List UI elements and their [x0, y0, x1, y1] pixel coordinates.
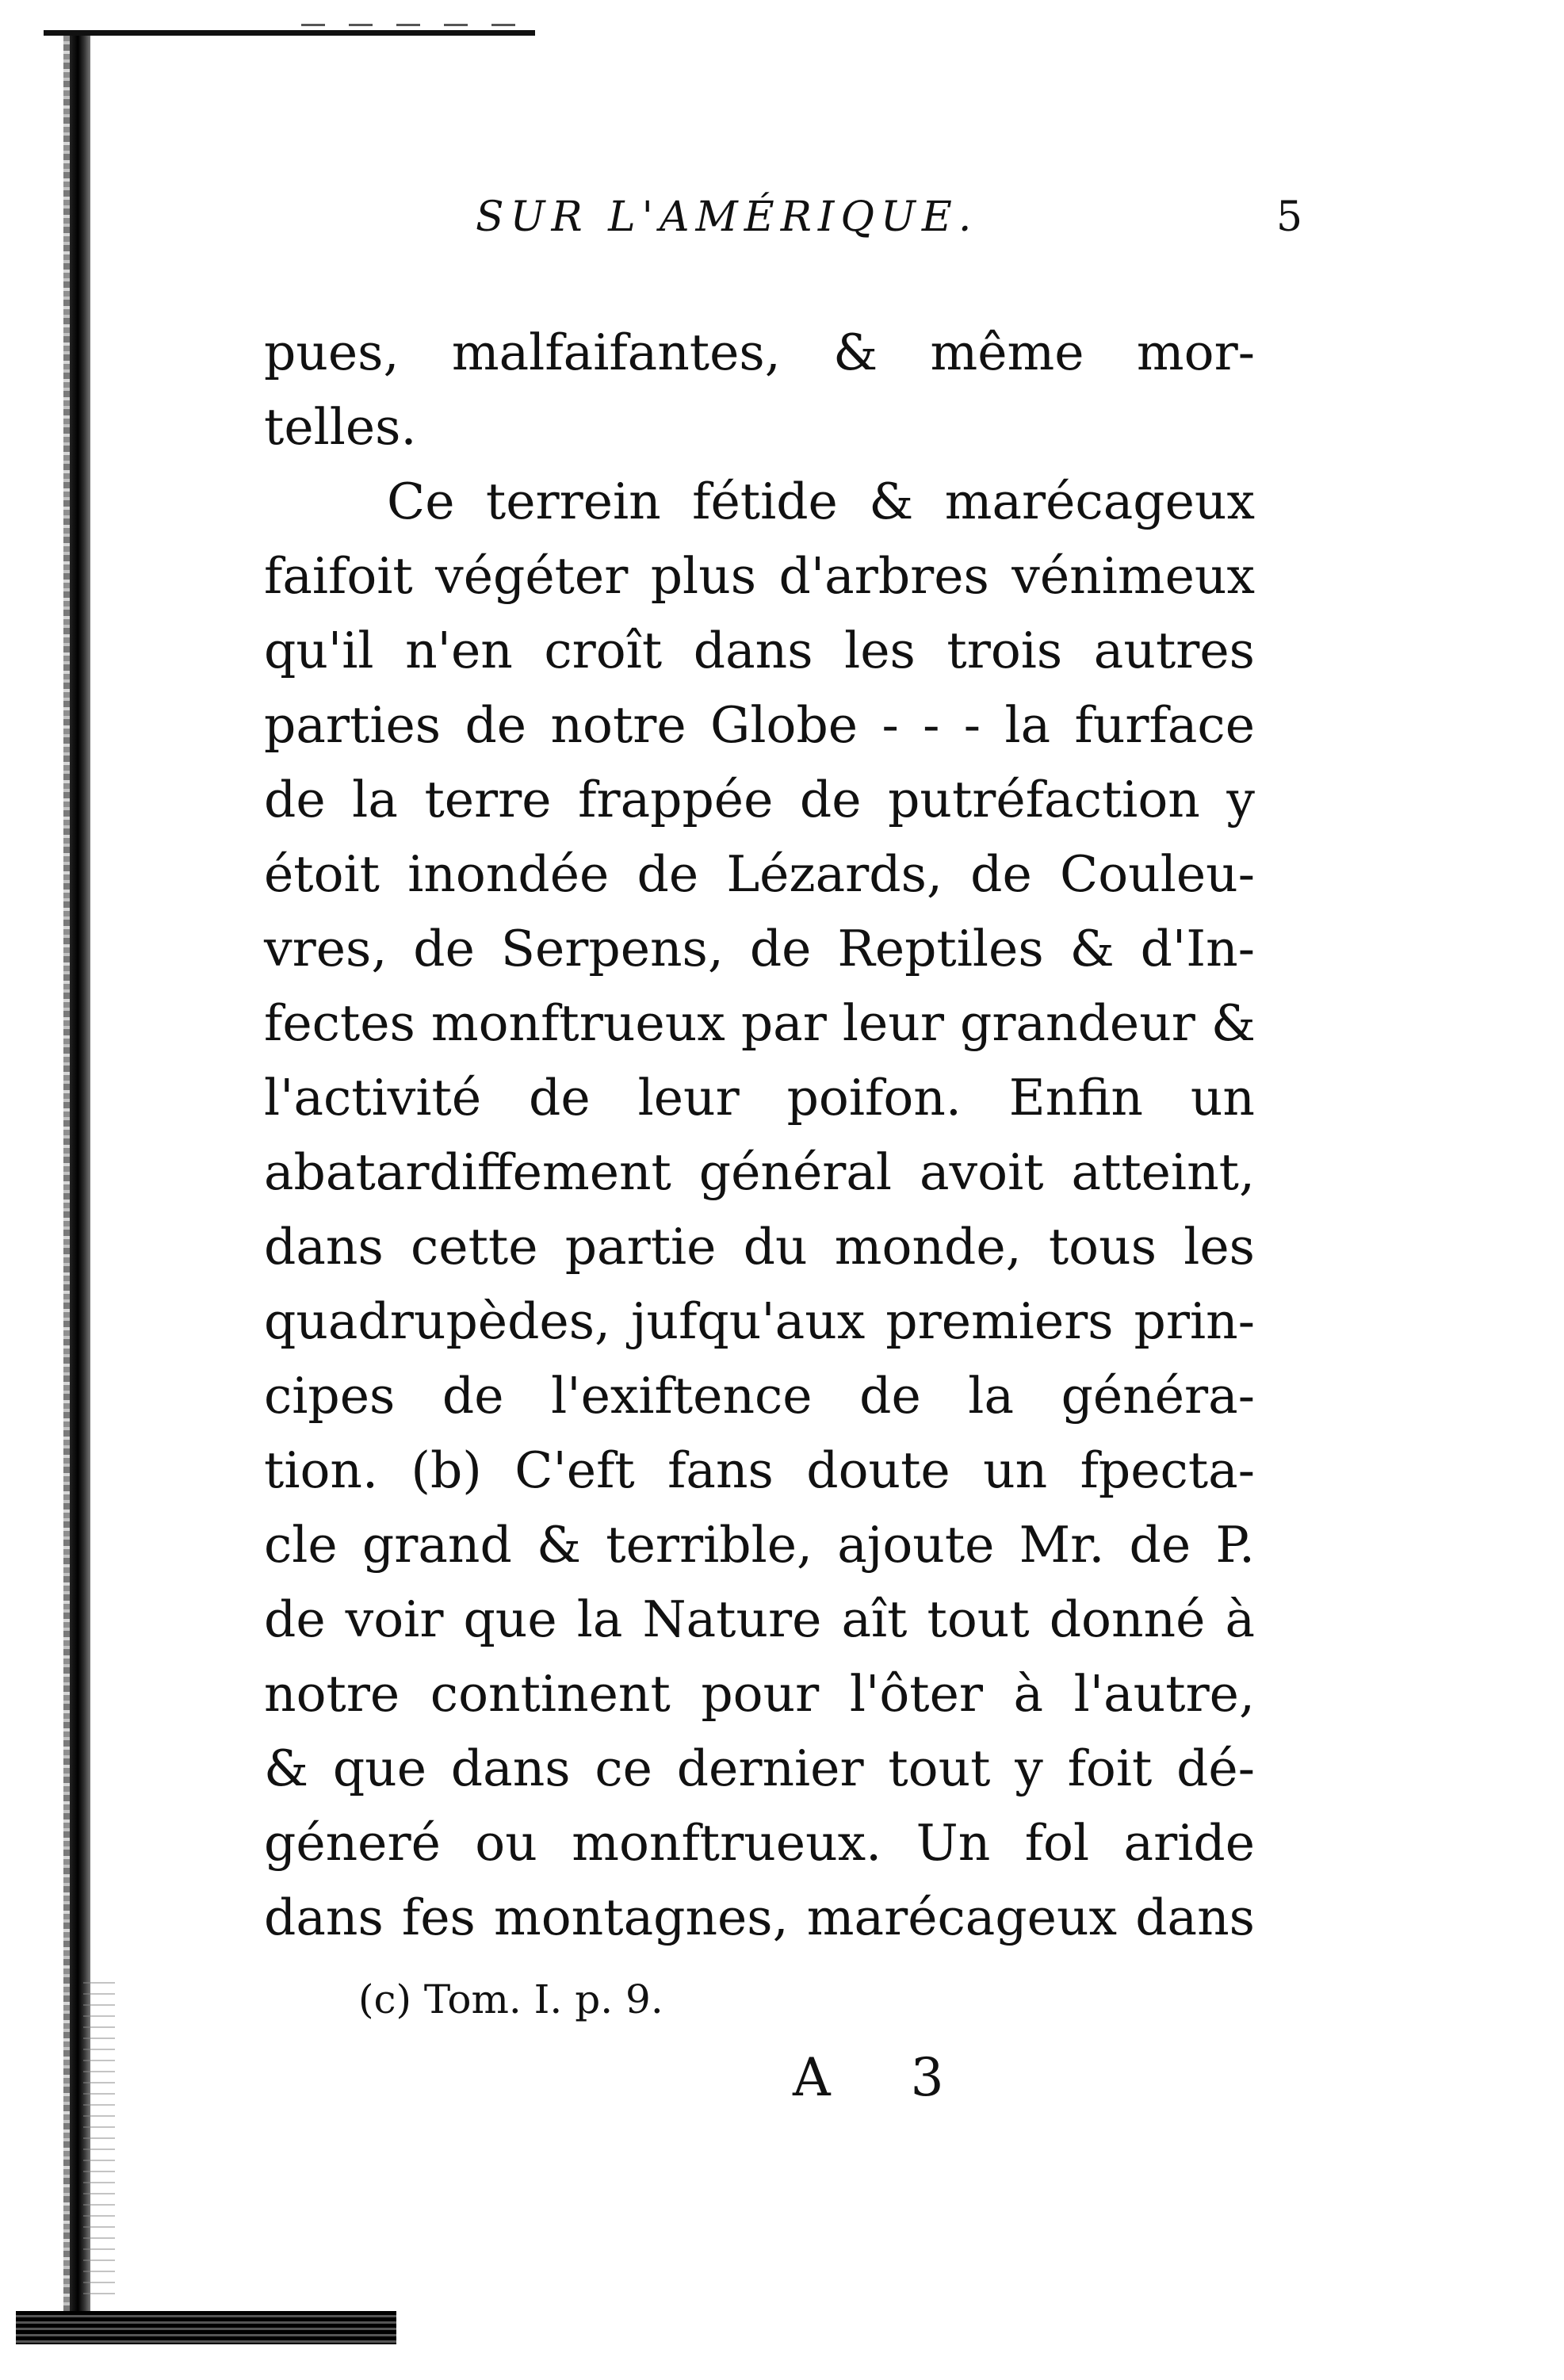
scan-binding-edge: [70, 36, 90, 2319]
text-line: pues, malfaifantes, & même mor-: [264, 323, 1255, 381]
text-line: de voir que la Nature aît tout donné à: [264, 1590, 1255, 1648]
text-line: telles.: [264, 398, 417, 456]
scan-edge-top-faint: [301, 24, 523, 26]
text-line: faifoit végéter plus d'arbres vénimeux: [264, 547, 1255, 605]
body-text: [264, 316, 1255, 1955]
text-line: qu'il n'en croît dans les trois autres: [264, 622, 1255, 679]
text-line: abatardiffement général avoit atteint,: [264, 1143, 1255, 1201]
text-line: parties de notre Globe - - - la furface: [264, 696, 1255, 754]
text-line: quadrupèdes, jufqu'aux premiers prin-: [264, 1292, 1255, 1350]
signature-mark: A 3: [793, 2047, 976, 2108]
text-line: l'activité de leur poifon. Enfin un: [264, 1069, 1255, 1127]
scan-edge-bottom: [16, 2311, 396, 2344]
text-line: de la terre frappée de putréfaction y: [264, 771, 1255, 828]
page-header: [476, 193, 1303, 249]
text-line: cipes de l'exiftence de la généra-: [264, 1367, 1255, 1425]
running-head: SUR L'AMÉRIQUE.: [476, 193, 978, 241]
text-line: géneré ou monftrueux. Un fol aride: [264, 1814, 1255, 1872]
text-line: notre continent pour l'ôter à l'autre,: [264, 1665, 1255, 1723]
text-line: vres, de Serpens, de Reptiles & d'In-: [264, 920, 1255, 978]
text-line: cle grand & terrible, ajoute Mr. de P.: [264, 1516, 1255, 1574]
scan-edge-top: [44, 30, 535, 36]
page-number: 5: [1276, 193, 1303, 241]
footnote: (c) Tom. I. p. 9.: [358, 1976, 663, 2022]
text-line: Ce terrein fétide & marécageux: [387, 473, 1255, 530]
text-line: étoit inondée de Lézards, de Couleu-: [264, 845, 1255, 903]
text-line: dans fes montagnes, marécageux dans: [264, 1888, 1255, 1946]
scan-speckle: [83, 1982, 115, 2299]
text-line: dans cette partie du monde, tous les: [264, 1218, 1255, 1276]
text-line: & que dans ce dernier tout y foit dé-: [264, 1739, 1255, 1797]
text-line: fectes monftrueux par leur grandeur &: [264, 994, 1256, 1052]
text-line: tion. (b) C'eft fans doute un fpecta-: [264, 1441, 1255, 1499]
